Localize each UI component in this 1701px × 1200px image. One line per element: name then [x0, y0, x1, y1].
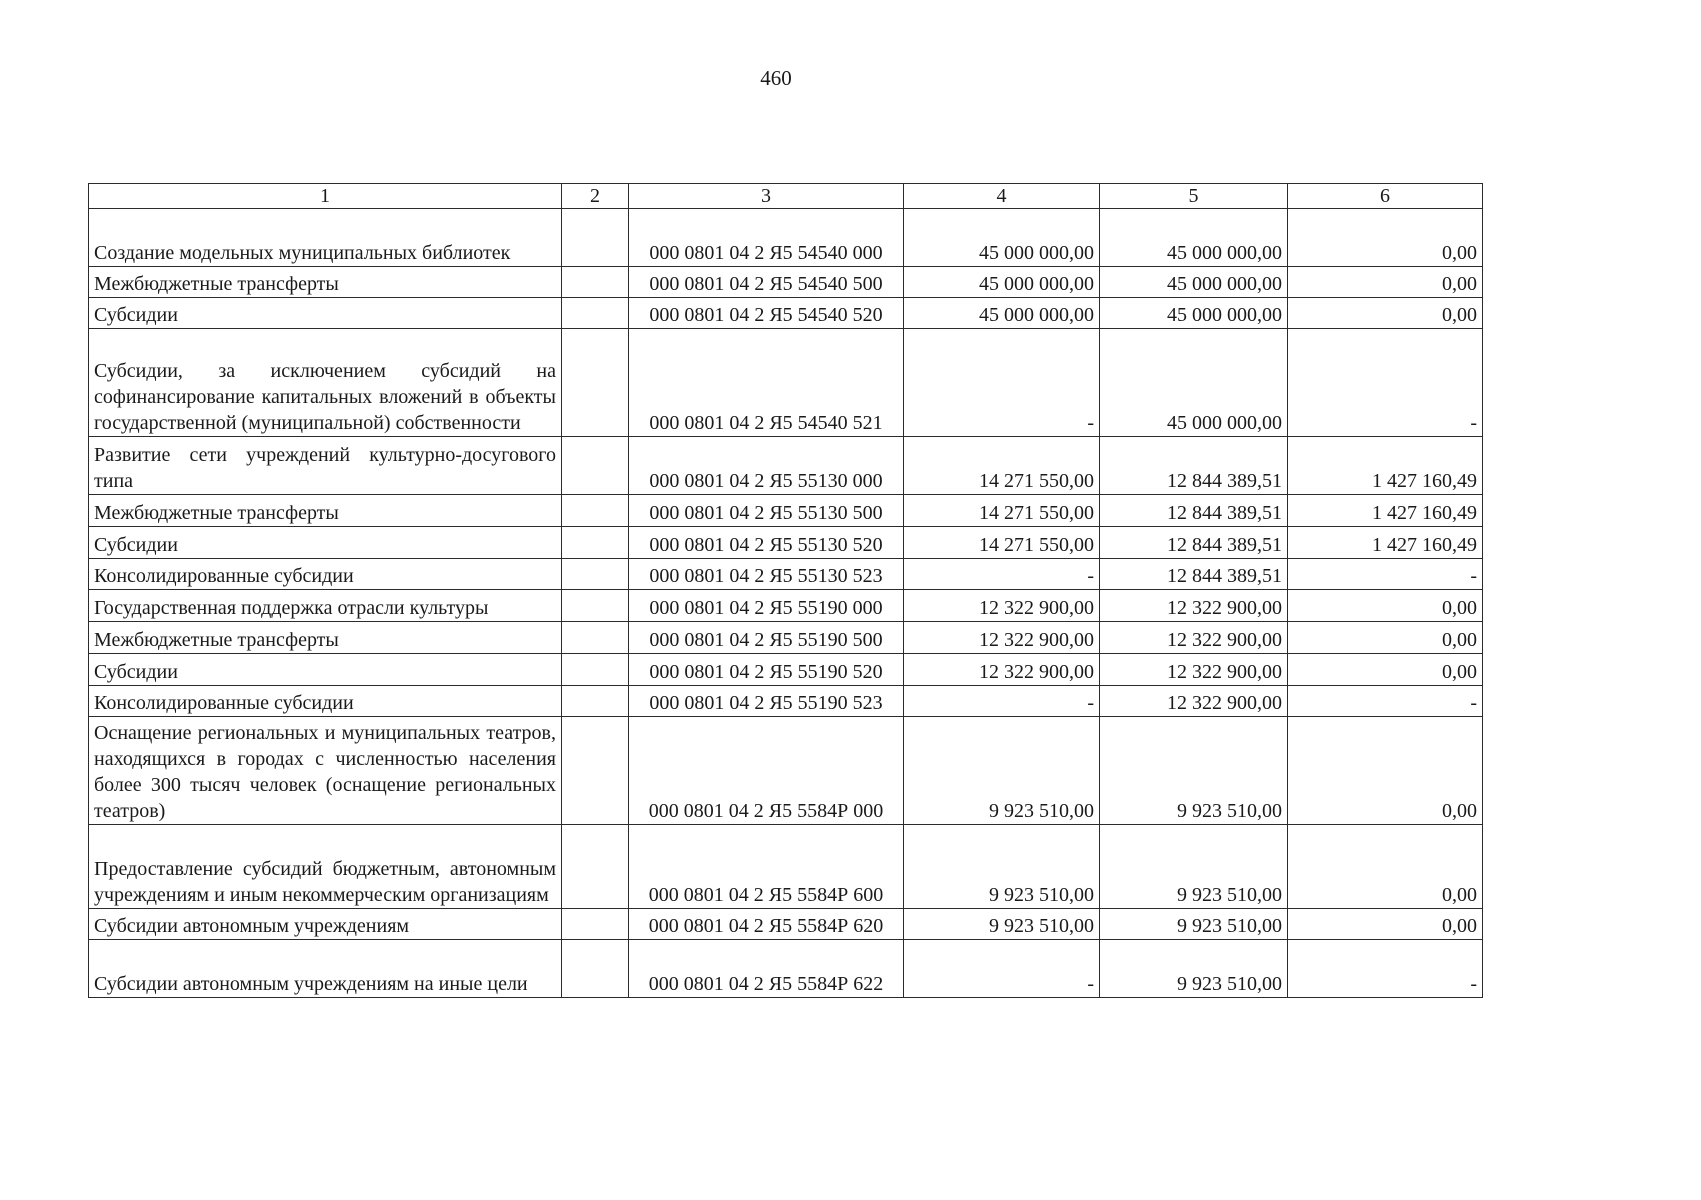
- table-row: [89, 559, 1483, 590]
- row-col6: 0,00: [1288, 590, 1483, 622]
- table-row: [89, 437, 1483, 495]
- row-col6: 0,00: [1288, 654, 1483, 686]
- row-col6: 0,00: [1288, 717, 1483, 825]
- row-col4: 12 322 900,00: [904, 622, 1100, 654]
- column-header: 1: [89, 184, 562, 209]
- row-col4: -: [904, 329, 1100, 437]
- row-col6: -: [1288, 329, 1483, 437]
- row-col2: [562, 329, 629, 437]
- row-name: Развитие сети учреждений культурно-досугового типа: [89, 437, 562, 495]
- row-code: 000 0801 04 2 Я5 55130 520: [629, 527, 904, 559]
- table-row: [89, 717, 1483, 825]
- table-row: [89, 495, 1483, 527]
- row-col4: -: [904, 940, 1100, 998]
- row-col2: [562, 267, 629, 298]
- row-col2: [562, 717, 629, 825]
- table-row: [89, 329, 1483, 437]
- row-col2: [562, 622, 629, 654]
- row-name: Межбюджетные трансферты: [89, 622, 562, 654]
- column-header: 6: [1288, 184, 1483, 209]
- row-col4: 45 000 000,00: [904, 267, 1100, 298]
- table-row: [89, 527, 1483, 559]
- row-code: 000 0801 04 2 Я5 54540 000: [629, 209, 904, 267]
- row-col4: 45 000 000,00: [904, 298, 1100, 329]
- row-col4: 12 322 900,00: [904, 590, 1100, 622]
- row-col6: 0,00: [1288, 909, 1483, 940]
- row-col5: 9 923 510,00: [1100, 909, 1288, 940]
- row-col5: 9 923 510,00: [1100, 825, 1288, 909]
- table-row: [89, 654, 1483, 686]
- row-col4: 14 271 550,00: [904, 527, 1100, 559]
- row-col2: [562, 654, 629, 686]
- row-col4: -: [904, 559, 1100, 590]
- row-col6: 0,00: [1288, 298, 1483, 329]
- row-name: Предоставление субсидий бюджетным, автономным учреждениям и иным некоммерческим организациям: [89, 825, 562, 909]
- row-col5: 45 000 000,00: [1100, 209, 1288, 267]
- row-name: Субсидии: [89, 654, 562, 686]
- row-code: 000 0801 04 2 Я5 5584Р 620: [629, 909, 904, 940]
- row-code: 000 0801 04 2 Я5 55190 000: [629, 590, 904, 622]
- row-col2: [562, 298, 629, 329]
- table-row: [89, 686, 1483, 717]
- row-name: Межбюджетные трансферты: [89, 495, 562, 527]
- row-code: 000 0801 04 2 Я5 55130 500: [629, 495, 904, 527]
- column-header: 3: [629, 184, 904, 209]
- row-code: 000 0801 04 2 Я5 5584Р 000: [629, 717, 904, 825]
- table-row: [89, 940, 1483, 998]
- row-col5: 12 322 900,00: [1100, 654, 1288, 686]
- row-col6: -: [1288, 559, 1483, 590]
- row-name: Субсидии: [89, 527, 562, 559]
- row-code: 000 0801 04 2 Я5 55190 520: [629, 654, 904, 686]
- table-row: [89, 590, 1483, 622]
- row-name: Субсидии, за исключением субсидий на софинансирование капитальных вложений в объекты государственной (муниципальной) собственности: [89, 329, 562, 437]
- table-row: [89, 622, 1483, 654]
- row-col4: 9 923 510,00: [904, 717, 1100, 825]
- row-col5: 45 000 000,00: [1100, 267, 1288, 298]
- table-row: [89, 825, 1483, 909]
- row-col5: 12 322 900,00: [1100, 622, 1288, 654]
- table-row: [89, 267, 1483, 298]
- row-col6: 0,00: [1288, 209, 1483, 267]
- row-col4: 45 000 000,00: [904, 209, 1100, 267]
- column-header: 5: [1100, 184, 1288, 209]
- row-col5: 12 322 900,00: [1100, 590, 1288, 622]
- row-col6: 1 427 160,49: [1288, 495, 1483, 527]
- row-col5: 12 844 389,51: [1100, 437, 1288, 495]
- row-name: Консолидированные субсидии: [89, 686, 562, 717]
- row-col6: 0,00: [1288, 825, 1483, 909]
- row-col5: 12 844 389,51: [1100, 559, 1288, 590]
- row-name: Межбюджетные трансферты: [89, 267, 562, 298]
- row-col2: [562, 940, 629, 998]
- row-col2: [562, 559, 629, 590]
- row-col2: [562, 825, 629, 909]
- row-code: 000 0801 04 2 Я5 5584Р 600: [629, 825, 904, 909]
- row-code: 000 0801 04 2 Я5 5584Р 622: [629, 940, 904, 998]
- row-name: Создание модельных муниципальных библиотек: [89, 209, 562, 267]
- row-col5: 12 844 389,51: [1100, 527, 1288, 559]
- row-code: 000 0801 04 2 Я5 55190 500: [629, 622, 904, 654]
- row-name: Консолидированные субсидии: [89, 559, 562, 590]
- row-col4: 9 923 510,00: [904, 825, 1100, 909]
- row-name: Субсидии автономным учреждениям: [89, 909, 562, 940]
- row-col2: [562, 209, 629, 267]
- row-code: 000 0801 04 2 Я5 55130 000: [629, 437, 904, 495]
- row-code: 000 0801 04 2 Я5 55190 523: [629, 686, 904, 717]
- row-col6: 1 427 160,49: [1288, 527, 1483, 559]
- row-col6: -: [1288, 940, 1483, 998]
- column-number-header-row: [89, 184, 1483, 209]
- row-col4: 12 322 900,00: [904, 654, 1100, 686]
- column-header: 4: [904, 184, 1100, 209]
- row-col2: [562, 590, 629, 622]
- row-col6: 0,00: [1288, 622, 1483, 654]
- row-code: 000 0801 04 2 Я5 55130 523: [629, 559, 904, 590]
- row-code: 000 0801 04 2 Я5 54540 500: [629, 267, 904, 298]
- row-col2: [562, 437, 629, 495]
- row-col4: -: [904, 686, 1100, 717]
- row-col2: [562, 686, 629, 717]
- row-col5: 45 000 000,00: [1100, 298, 1288, 329]
- table-row: [89, 209, 1483, 267]
- row-col5: 9 923 510,00: [1100, 940, 1288, 998]
- page-number: 460: [760, 66, 792, 90]
- row-name: Субсидии автономным учреждениям на иные цели: [89, 940, 562, 998]
- row-col5: 9 923 510,00: [1100, 717, 1288, 825]
- row-col6: 0,00: [1288, 267, 1483, 298]
- row-name: Оснащение региональных и муниципальных театров, находящихся в городах с численностью населения более 300 тысяч человек (оснащение региональных театров): [89, 717, 562, 825]
- table-row: [89, 298, 1483, 329]
- row-col6: -: [1288, 686, 1483, 717]
- row-col2: [562, 495, 629, 527]
- row-name: Государственная поддержка отрасли культуры: [89, 590, 562, 622]
- row-col2: [562, 527, 629, 559]
- row-col4: 9 923 510,00: [904, 909, 1100, 940]
- row-name: Субсидии: [89, 298, 562, 329]
- budget-table: [88, 183, 1483, 998]
- row-col2: [562, 909, 629, 940]
- row-code: 000 0801 04 2 Я5 54540 521: [629, 329, 904, 437]
- row-col4: 14 271 550,00: [904, 437, 1100, 495]
- row-col4: 14 271 550,00: [904, 495, 1100, 527]
- row-col5: 45 000 000,00: [1100, 329, 1288, 437]
- row-col6: 1 427 160,49: [1288, 437, 1483, 495]
- row-code: 000 0801 04 2 Я5 54540 520: [629, 298, 904, 329]
- row-col5: 12 322 900,00: [1100, 686, 1288, 717]
- column-header: 2: [562, 184, 629, 209]
- table-row: [89, 909, 1483, 940]
- row-col5: 12 844 389,51: [1100, 495, 1288, 527]
